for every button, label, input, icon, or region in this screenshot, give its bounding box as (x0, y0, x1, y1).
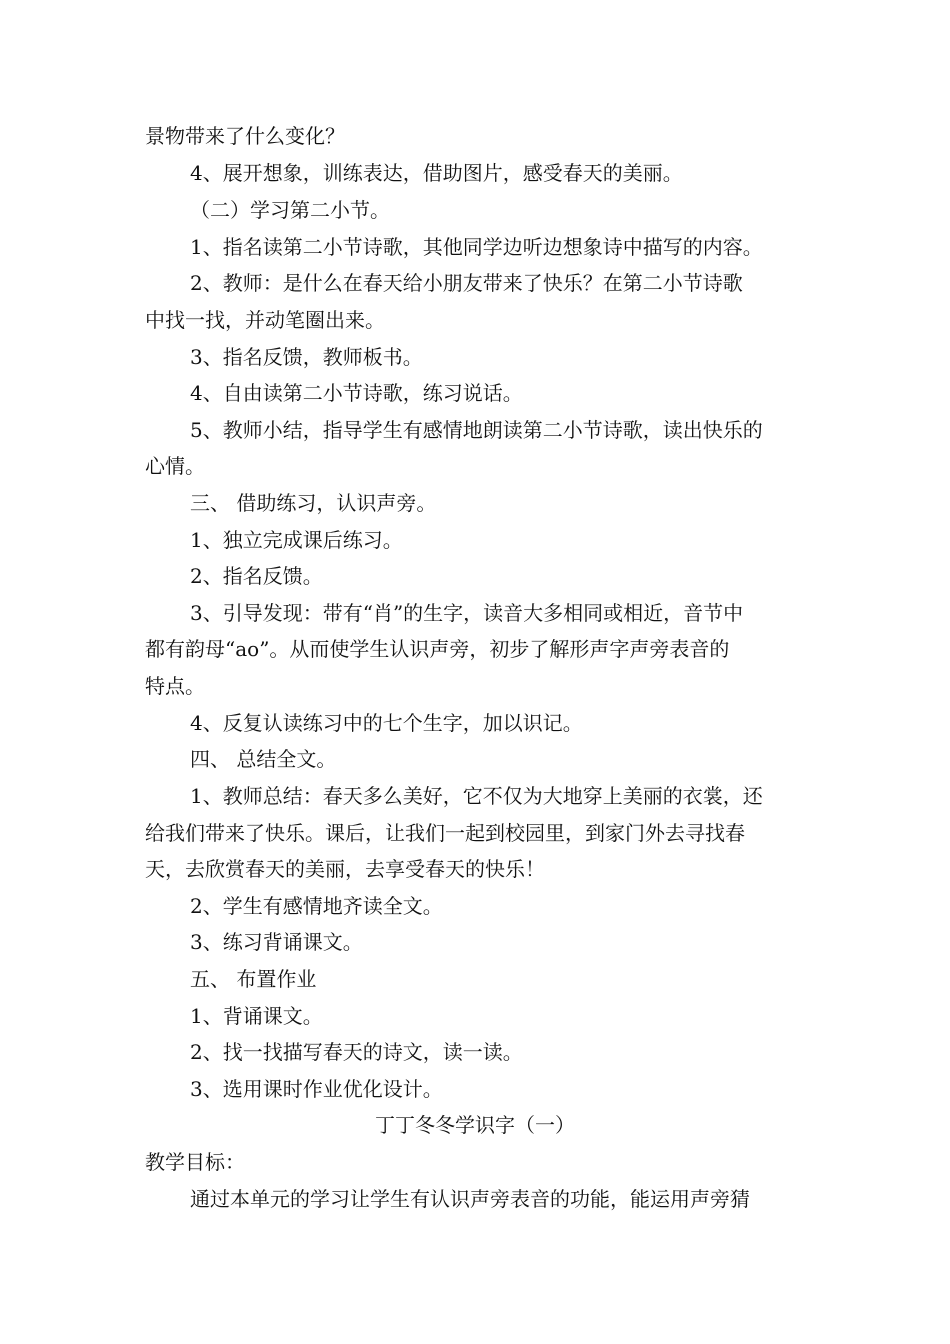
text-line: 特点。 (145, 674, 205, 698)
section-heading: 四、 总结全文。 (190, 747, 337, 771)
text-line: 都有韵母“ao”。从而使学生认识声旁，初步了解形声字声旁表音的 (145, 637, 730, 661)
text-line: 1、独立完成课后练习。 (190, 528, 403, 552)
text-line: 4、自由读第二小节诗歌，练习说话。 (190, 381, 523, 405)
text-line: 5、教师小结，指导学生有感情地朗读第二小节诗歌，读出快乐的 (190, 418, 763, 442)
section-heading: 五、 布置作业 (190, 967, 317, 991)
text-line: 给我们带来了快乐。课后，让我们一起到校园里，到家门外去寻找春 (145, 821, 745, 845)
text-line: 2、指名反馈。 (190, 564, 323, 588)
text-line: 1、教师总结：春天多么美好，它不仅为大地穿上美丽的衣裳，还 (190, 784, 763, 808)
text-line: 心情。 (145, 454, 205, 478)
text-line: 景物带来了什么变化？ (145, 124, 345, 148)
section-heading: 三、 借助练习，认识声旁。 (190, 491, 437, 515)
lesson-title: 丁丁冬冬学识字（一） (375, 1113, 575, 1137)
text-line: 3、引导发现：带有“肖”的生字，读音大多相同或相近，音节中 (190, 601, 744, 625)
text-line: 中找一找，并动笔圈出来。 (145, 308, 385, 332)
text-line: 1、背诵课文。 (190, 1004, 323, 1028)
text-line: 教学目标： (145, 1150, 245, 1174)
text-line: 4、反复认读练习中的七个生字，加以识记。 (190, 711, 583, 735)
text-line: 2、找一找描写春天的诗文，读一读。 (190, 1040, 523, 1064)
text-line: 1、指名读第二小节诗歌，其他同学边听边想象诗中描写的内容。 (190, 235, 763, 259)
text-line: 3、练习背诵课文。 (190, 930, 363, 954)
text-line: 3、指名反馈，教师板书。 (190, 345, 423, 369)
text-line: 天，去欣赏春天的美丽，去享受春天的快乐！ (145, 857, 545, 881)
text-line: （二）学习第二小节。 (190, 198, 390, 222)
text-line: 通过本单元的学习让学生有认识声旁表音的功能，能运用声旁猜 (190, 1187, 750, 1211)
text-line: 4、展开想象，训练表达，借助图片，感受春天的美丽。 (190, 161, 683, 185)
text-line: 2、学生有感情地齐读全文。 (190, 894, 443, 918)
text-line: 2、教师：是什么在春天给小朋友带来了快乐？在第二小节诗歌 (190, 271, 743, 295)
text-line: 3、选用课时作业优化设计。 (190, 1077, 443, 1101)
